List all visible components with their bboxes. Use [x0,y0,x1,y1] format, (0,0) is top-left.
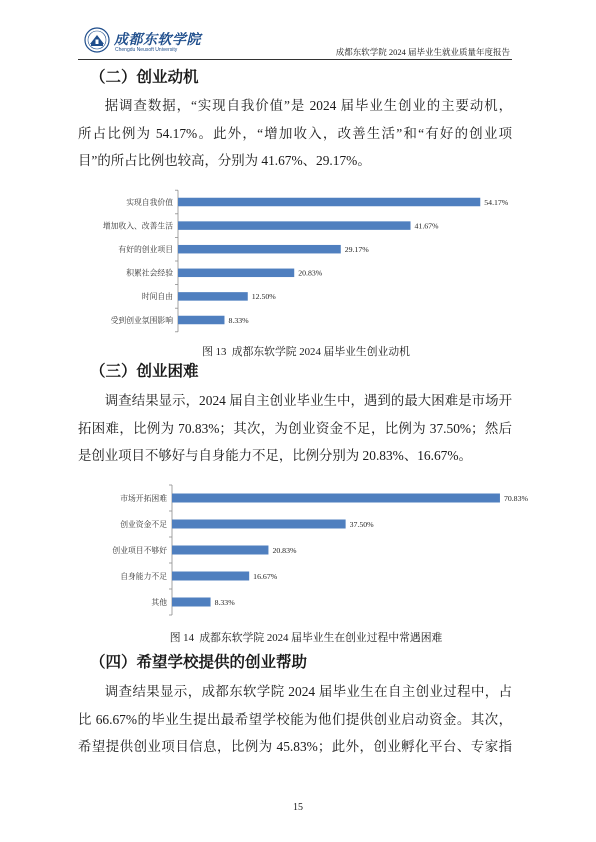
bar [178,221,411,230]
bar [172,598,211,607]
value-label: 20.83% [298,268,323,278]
bar [178,316,224,325]
paragraph-school-help [78,678,512,761]
section-heading-school-help: （四）希望学校提供的创业帮助 [90,654,308,671]
figure-caption-14: 图 14 成都东软学院 2024 届毕业生在创业过程中常遇困难 [169,632,443,644]
category-label: 市场开拓困难 [120,493,167,503]
page-number: 15 [293,802,303,813]
category-label: 其他 [151,597,167,607]
section-heading-motivation: （二）创业动机 [90,69,199,86]
bar [178,292,248,301]
paragraph-line: 调查结果显示，成都东软学院 2024 届毕业生在自主创业过程中，占 [104,684,512,699]
value-label: 41.67% [414,221,439,231]
value-label: 29.17% [344,245,369,254]
value-label: 20.83% [272,545,297,555]
value-label: 8.33% [228,315,249,325]
category-label: 有好的创业项目 [118,245,173,254]
value-label: 8.33% [214,597,235,607]
logo-chinese-name: 成都东软学院 [114,33,201,48]
paragraph-line: 希望提供创业项目信息，比例为 45.83%；此外，创业孵化平台、专家指 [78,739,512,754]
paragraph-line: 拓困难，比例为 70.83%；其次，为创业资金不足，比例为 37.50%；然后 [78,420,512,436]
category-label: 受到创业氛围影响 [110,315,173,325]
paragraph-line: 所占比例为 54.17%。此外，“增加收入，改善生活”和“有好的创业项 [78,125,512,141]
paragraph-line: 目”的所占比例也较高，分别为 41.67%、29.17%。 [78,153,371,168]
category-label: 创业资金不足 [120,519,167,529]
value-label: 37.50% [349,519,374,529]
category-label: 实现自我价值 [126,197,173,207]
paragraph-difficulties [78,387,512,470]
paragraph-motivation [78,92,512,175]
logo-english-name: Chengdu Neusoft University [115,47,178,53]
bar [172,572,249,581]
bar [178,198,480,207]
paragraph-line: 是创业项目不够好与自身能力不足，比例分别为 20.83%、16.67%。 [78,448,472,463]
figure-caption-13: 图 13 成都东软学院 2024 届毕业生创业动机 [202,346,410,358]
paragraph-line: 比 66.67%的毕业生提出最希望学校能为他们提供创业启动资金。其次， [78,711,512,727]
value-label: 70.83% [503,493,528,503]
bar [178,269,294,278]
university-logo [84,27,214,57]
paragraph-line: 据调查数据，“实现自我价值”是 2024 届毕业生创业的主要动机， [104,98,512,113]
category-label: 积累社会经验 [126,268,173,278]
category-label: 创业项目不够好 [112,545,167,555]
university-emblem-icon [84,27,110,53]
bar [178,245,341,254]
section-heading-difficulties: （三）创业困难 [90,363,199,380]
motivation-bar-chart [88,188,528,336]
category-label: 时间自由 [141,292,173,302]
bar [172,546,268,555]
category-label: 增加收入、改善生活 [102,221,173,231]
bar [172,520,346,529]
value-label: 16.67% [253,571,278,581]
bar [172,494,500,503]
paragraph-line: 调查结果显示，2024 届自主创业毕业生中，遇到的最大困难是市场开 [104,393,512,408]
value-label: 12.50% [251,292,276,302]
header-divider [78,59,512,60]
category-label: 自身能力不足 [120,571,167,581]
value-label: 54.17% [484,197,509,207]
running-header-title: 成都东软学院 2024 届毕业生就业质量年度报告 [335,47,510,57]
difficulties-bar-chart [88,484,548,620]
